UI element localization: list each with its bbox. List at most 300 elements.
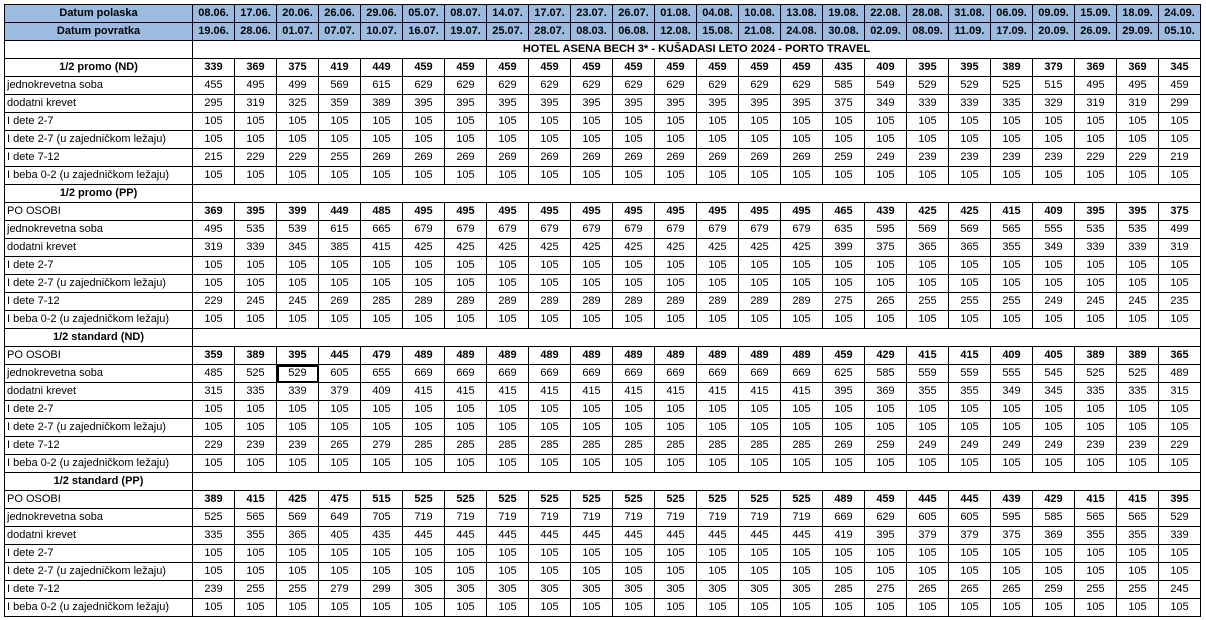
price-cell[interactable]: 105 <box>487 455 529 473</box>
price-cell[interactable]: 285 <box>823 581 865 599</box>
price-cell[interactable]: 665 <box>361 221 403 239</box>
price-cell[interactable]: 229 <box>235 149 277 167</box>
price-cell[interactable]: 525 <box>613 491 655 509</box>
price-cell[interactable]: 105 <box>193 455 235 473</box>
price-cell[interactable]: 415 <box>1117 491 1159 509</box>
price-cell[interactable]: 105 <box>1033 455 1075 473</box>
price-cell[interactable]: 105 <box>235 419 277 437</box>
date-cell[interactable]: 15.09. <box>1075 5 1117 23</box>
price-cell[interactable]: 105 <box>613 599 655 617</box>
empty-cell[interactable] <box>193 329 1201 347</box>
price-cell[interactable]: 105 <box>991 257 1033 275</box>
price-cell[interactable]: 459 <box>1159 77 1201 95</box>
price-cell[interactable]: 105 <box>655 131 697 149</box>
price-cell[interactable]: 105 <box>277 599 319 617</box>
price-cell[interactable]: 105 <box>1033 545 1075 563</box>
price-cell[interactable]: 105 <box>907 455 949 473</box>
price-cell[interactable]: 105 <box>655 257 697 275</box>
price-cell[interactable]: 105 <box>403 545 445 563</box>
price-cell[interactable]: 105 <box>571 545 613 563</box>
price-cell[interactable]: 105 <box>781 455 823 473</box>
price-cell[interactable]: 539 <box>277 221 319 239</box>
row-label[interactable]: jednokrevetna soba <box>5 365 193 383</box>
price-cell[interactable]: 105 <box>1033 419 1075 437</box>
price-cell[interactable]: 105 <box>571 455 613 473</box>
price-cell[interactable]: 525 <box>1075 365 1117 383</box>
price-cell[interactable]: 495 <box>781 203 823 221</box>
price-cell[interactable]: 105 <box>235 455 277 473</box>
price-cell[interactable]: 105 <box>529 455 571 473</box>
price-cell[interactable]: 389 <box>193 491 235 509</box>
price-cell[interactable]: 485 <box>193 365 235 383</box>
price-cell[interactable]: 105 <box>1159 401 1201 419</box>
price-cell[interactable]: 105 <box>529 563 571 581</box>
price-cell[interactable]: 239 <box>193 581 235 599</box>
price-cell[interactable]: 495 <box>235 77 277 95</box>
price-cell[interactable]: 105 <box>277 545 319 563</box>
price-cell[interactable]: 105 <box>1159 455 1201 473</box>
date-cell[interactable]: 20.06. <box>277 5 319 23</box>
price-cell[interactable]: 445 <box>319 347 361 365</box>
price-cell[interactable]: 395 <box>403 95 445 113</box>
price-cell[interactable]: 105 <box>235 131 277 149</box>
price-cell[interactable]: 319 <box>235 95 277 113</box>
price-cell[interactable]: 525 <box>487 491 529 509</box>
price-cell[interactable]: 669 <box>655 365 697 383</box>
price-cell[interactable]: 359 <box>193 347 235 365</box>
date-cell[interactable]: 28.08. <box>907 5 949 23</box>
price-cell[interactable]: 719 <box>529 509 571 527</box>
section-title[interactable]: 1/2 standard (ND) <box>5 329 193 347</box>
price-cell[interactable]: 605 <box>907 509 949 527</box>
price-cell[interactable]: 105 <box>655 563 697 581</box>
price-cell[interactable]: 285 <box>487 437 529 455</box>
price-cell[interactable]: 605 <box>949 509 991 527</box>
price-cell[interactable]: 669 <box>613 365 655 383</box>
date-cell[interactable]: 31.08. <box>949 5 991 23</box>
price-cell[interactable]: 105 <box>991 131 1033 149</box>
price-cell[interactable]: 105 <box>319 275 361 293</box>
price-cell[interactable]: 719 <box>781 509 823 527</box>
price-cell[interactable]: 239 <box>1075 437 1117 455</box>
price-cell[interactable]: 105 <box>823 599 865 617</box>
price-cell[interactable]: 459 <box>571 59 613 77</box>
price-cell[interactable]: 369 <box>235 59 277 77</box>
price-cell[interactable]: 105 <box>1159 545 1201 563</box>
price-cell[interactable]: 305 <box>445 581 487 599</box>
price-cell[interactable]: 105 <box>1159 131 1201 149</box>
price-cell[interactable]: 105 <box>403 131 445 149</box>
selected-cell[interactable]: 529 <box>277 365 319 383</box>
price-cell[interactable]: 415 <box>445 383 487 401</box>
price-cell[interactable]: 105 <box>1117 275 1159 293</box>
price-cell[interactable]: 269 <box>487 149 529 167</box>
price-cell[interactable]: 525 <box>781 491 823 509</box>
price-cell[interactable]: 305 <box>529 581 571 599</box>
price-cell[interactable]: 529 <box>949 77 991 95</box>
price-cell[interactable]: 255 <box>277 581 319 599</box>
price-cell[interactable]: 105 <box>781 113 823 131</box>
price-cell[interactable]: 105 <box>1117 257 1159 275</box>
price-cell[interactable]: 495 <box>193 221 235 239</box>
price-cell[interactable]: 489 <box>655 347 697 365</box>
price-cell[interactable]: 459 <box>823 347 865 365</box>
price-cell[interactable]: 105 <box>991 311 1033 329</box>
row-label[interactable]: I dete 2-7 (u zajedničkom ležaju) <box>5 131 193 149</box>
price-cell[interactable]: 679 <box>571 221 613 239</box>
price-cell[interactable]: 105 <box>487 311 529 329</box>
price-cell[interactable]: 415 <box>949 347 991 365</box>
price-cell[interactable]: 105 <box>193 599 235 617</box>
price-cell[interactable]: 105 <box>1117 545 1159 563</box>
price-cell[interactable]: 105 <box>613 419 655 437</box>
price-cell[interactable]: 105 <box>1117 113 1159 131</box>
price-cell[interactable]: 495 <box>529 203 571 221</box>
price-cell[interactable]: 495 <box>445 203 487 221</box>
price-cell[interactable]: 105 <box>1033 401 1075 419</box>
price-cell[interactable]: 249 <box>907 437 949 455</box>
date-cell[interactable]: 22.08. <box>865 5 907 23</box>
price-cell[interactable]: 289 <box>403 293 445 311</box>
price-cell[interactable]: 105 <box>1033 563 1075 581</box>
price-cell[interactable]: 105 <box>781 599 823 617</box>
price-cell[interactable]: 635 <box>823 221 865 239</box>
price-cell[interactable]: 345 <box>1159 59 1201 77</box>
price-cell[interactable]: 105 <box>823 563 865 581</box>
price-cell[interactable]: 249 <box>949 437 991 455</box>
price-cell[interactable]: 105 <box>319 599 361 617</box>
price-cell[interactable]: 105 <box>1117 563 1159 581</box>
price-cell[interactable]: 105 <box>529 275 571 293</box>
price-cell[interactable]: 105 <box>487 401 529 419</box>
price-cell[interactable]: 105 <box>361 311 403 329</box>
price-cell[interactable]: 105 <box>655 401 697 419</box>
price-cell[interactable]: 365 <box>907 239 949 257</box>
price-cell[interactable]: 395 <box>277 347 319 365</box>
departure-row-label[interactable]: Datum polaska <box>5 5 193 23</box>
date-cell[interactable]: 13.08. <box>781 5 823 23</box>
price-cell[interactable]: 105 <box>193 113 235 131</box>
price-cell[interactable]: 409 <box>865 59 907 77</box>
price-cell[interactable]: 269 <box>781 149 823 167</box>
price-cell[interactable]: 105 <box>865 113 907 131</box>
price-cell[interactable]: 585 <box>865 365 907 383</box>
price-cell[interactable]: 105 <box>865 563 907 581</box>
price-cell[interactable]: 379 <box>907 527 949 545</box>
date-cell[interactable]: 15.08. <box>697 23 739 41</box>
price-cell[interactable]: 299 <box>361 581 403 599</box>
price-cell[interactable]: 455 <box>193 77 235 95</box>
price-cell[interactable]: 105 <box>739 545 781 563</box>
price-cell[interactable]: 105 <box>697 275 739 293</box>
price-cell[interactable]: 105 <box>529 113 571 131</box>
row-label[interactable]: jednokrevetna soba <box>5 221 193 239</box>
price-cell[interactable]: 105 <box>235 275 277 293</box>
price-cell[interactable]: 255 <box>949 293 991 311</box>
price-cell[interactable]: 105 <box>361 563 403 581</box>
price-cell[interactable]: 105 <box>571 401 613 419</box>
price-cell[interactable]: 379 <box>949 527 991 545</box>
price-cell[interactable]: 679 <box>487 221 529 239</box>
price-cell[interactable]: 415 <box>403 383 445 401</box>
price-cell[interactable]: 289 <box>697 293 739 311</box>
price-cell[interactable]: 339 <box>235 239 277 257</box>
price-cell[interactable]: 439 <box>865 203 907 221</box>
date-cell[interactable]: 25.07. <box>487 23 529 41</box>
price-cell[interactable]: 345 <box>277 239 319 257</box>
price-cell[interactable]: 105 <box>1075 257 1117 275</box>
price-cell[interactable]: 105 <box>739 563 781 581</box>
price-cell[interactable]: 719 <box>445 509 487 527</box>
price-cell[interactable]: 459 <box>529 59 571 77</box>
price-cell[interactable]: 419 <box>823 527 865 545</box>
row-label[interactable]: PO OSOBI <box>5 203 193 221</box>
price-cell[interactable]: 445 <box>571 527 613 545</box>
price-cell[interactable]: 105 <box>865 419 907 437</box>
price-cell[interactable]: 105 <box>949 401 991 419</box>
price-cell[interactable]: 105 <box>697 113 739 131</box>
price-cell[interactable]: 389 <box>361 95 403 113</box>
price-cell[interactable]: 585 <box>823 77 865 95</box>
price-cell[interactable]: 605 <box>319 365 361 383</box>
price-cell[interactable]: 285 <box>739 437 781 455</box>
date-cell[interactable]: 17.06. <box>235 5 277 23</box>
price-cell[interactable]: 105 <box>781 401 823 419</box>
price-cell[interactable]: 105 <box>907 113 949 131</box>
price-cell[interactable]: 105 <box>193 563 235 581</box>
price-cell[interactable]: 105 <box>1159 167 1201 185</box>
price-cell[interactable]: 325 <box>277 95 319 113</box>
price-cell[interactable]: 495 <box>487 203 529 221</box>
price-cell[interactable]: 105 <box>739 311 781 329</box>
price-cell[interactable]: 105 <box>949 455 991 473</box>
price-cell[interactable]: 105 <box>781 419 823 437</box>
price-cell[interactable]: 105 <box>487 167 529 185</box>
price-cell[interactable]: 285 <box>445 437 487 455</box>
price-cell[interactable]: 105 <box>193 167 235 185</box>
price-cell[interactable]: 669 <box>823 509 865 527</box>
price-cell[interactable]: 105 <box>613 311 655 329</box>
price-cell[interactable]: 105 <box>277 311 319 329</box>
price-cell[interactable]: 255 <box>991 293 1033 311</box>
price-cell[interactable]: 105 <box>1117 401 1159 419</box>
date-cell[interactable]: 06.08. <box>613 23 655 41</box>
price-cell[interactable]: 105 <box>1117 311 1159 329</box>
price-cell[interactable]: 459 <box>487 59 529 77</box>
price-cell[interactable]: 105 <box>1075 455 1117 473</box>
price-cell[interactable]: 405 <box>319 527 361 545</box>
price-cell[interactable]: 679 <box>655 221 697 239</box>
price-cell[interactable]: 105 <box>361 113 403 131</box>
price-cell[interactable]: 235 <box>1159 293 1201 311</box>
price-cell[interactable]: 265 <box>907 581 949 599</box>
price-cell[interactable]: 429 <box>865 347 907 365</box>
price-cell[interactable]: 305 <box>487 581 529 599</box>
price-cell[interactable]: 105 <box>991 599 1033 617</box>
row-label[interactable]: I dete 2-7 <box>5 257 193 275</box>
price-cell[interactable]: 269 <box>571 149 613 167</box>
price-cell[interactable]: 105 <box>403 257 445 275</box>
price-cell[interactable]: 105 <box>487 599 529 617</box>
price-cell[interactable]: 245 <box>1117 293 1159 311</box>
price-cell[interactable]: 409 <box>1033 203 1075 221</box>
price-cell[interactable]: 585 <box>1033 509 1075 527</box>
price-cell[interactable]: 565 <box>1075 509 1117 527</box>
price-cell[interactable]: 395 <box>823 383 865 401</box>
price-cell[interactable]: 679 <box>445 221 487 239</box>
price-cell[interactable]: 395 <box>613 95 655 113</box>
price-cell[interactable]: 105 <box>319 545 361 563</box>
row-label[interactable]: I beba 0-2 (u zajedničkom ležaju) <box>5 455 193 473</box>
price-cell[interactable]: 105 <box>487 113 529 131</box>
price-cell[interactable]: 459 <box>403 59 445 77</box>
price-cell[interactable]: 305 <box>655 581 697 599</box>
price-cell[interactable]: 535 <box>1075 221 1117 239</box>
price-cell[interactable]: 105 <box>529 257 571 275</box>
price-cell[interactable]: 105 <box>949 563 991 581</box>
price-cell[interactable]: 239 <box>991 149 1033 167</box>
price-cell[interactable]: 229 <box>193 437 235 455</box>
price-cell[interactable]: 105 <box>697 167 739 185</box>
price-cell[interactable]: 625 <box>823 365 865 383</box>
price-cell[interactable]: 339 <box>277 383 319 401</box>
price-cell[interactable]: 105 <box>1159 113 1201 131</box>
price-cell[interactable]: 399 <box>277 203 319 221</box>
price-cell[interactable]: 335 <box>235 383 277 401</box>
price-cell[interactable]: 105 <box>823 275 865 293</box>
price-cell[interactable]: 255 <box>1075 581 1117 599</box>
price-cell[interactable]: 105 <box>529 419 571 437</box>
price-cell[interactable]: 105 <box>361 275 403 293</box>
price-cell[interactable]: 655 <box>361 365 403 383</box>
price-cell[interactable]: 289 <box>445 293 487 311</box>
price-cell[interactable]: 105 <box>949 419 991 437</box>
price-cell[interactable]: 489 <box>529 347 571 365</box>
price-cell[interactable]: 289 <box>529 293 571 311</box>
date-cell[interactable]: 21.08. <box>739 23 781 41</box>
price-cell[interactable]: 105 <box>529 401 571 419</box>
price-cell[interactable]: 409 <box>991 347 1033 365</box>
price-cell[interactable]: 669 <box>403 365 445 383</box>
price-cell[interactable]: 495 <box>1075 77 1117 95</box>
price-cell[interactable]: 105 <box>445 257 487 275</box>
price-cell[interactable]: 105 <box>739 275 781 293</box>
price-cell[interactable]: 105 <box>487 275 529 293</box>
price-cell[interactable]: 629 <box>697 77 739 95</box>
price-cell[interactable]: 105 <box>361 455 403 473</box>
price-cell[interactable]: 105 <box>193 275 235 293</box>
price-cell[interactable]: 415 <box>991 203 1033 221</box>
price-cell[interactable]: 105 <box>571 257 613 275</box>
price-cell[interactable]: 425 <box>487 239 529 257</box>
price-cell[interactable]: 719 <box>655 509 697 527</box>
price-cell[interactable]: 105 <box>277 257 319 275</box>
price-cell[interactable]: 105 <box>403 275 445 293</box>
price-cell[interactable]: 105 <box>823 167 865 185</box>
date-cell[interactable]: 02.09. <box>865 23 907 41</box>
price-cell[interactable]: 339 <box>1159 527 1201 545</box>
price-cell[interactable]: 105 <box>823 131 865 149</box>
price-cell[interactable]: 105 <box>445 131 487 149</box>
price-cell[interactable]: 249 <box>1033 437 1075 455</box>
price-cell[interactable]: 105 <box>361 401 403 419</box>
price-cell[interactable]: 105 <box>781 563 823 581</box>
price-cell[interactable]: 105 <box>445 167 487 185</box>
price-cell[interactable]: 495 <box>571 203 613 221</box>
price-cell[interactable]: 105 <box>1075 401 1117 419</box>
price-cell[interactable]: 475 <box>319 491 361 509</box>
date-cell[interactable]: 18.09. <box>1117 5 1159 23</box>
price-cell[interactable]: 105 <box>445 311 487 329</box>
price-cell[interactable]: 105 <box>739 419 781 437</box>
price-cell[interactable]: 105 <box>1075 563 1117 581</box>
price-cell[interactable]: 679 <box>697 221 739 239</box>
price-cell[interactable]: 275 <box>823 293 865 311</box>
date-cell[interactable]: 08.03. <box>571 23 613 41</box>
price-cell[interactable]: 105 <box>319 401 361 419</box>
price-cell[interactable]: 105 <box>319 131 361 149</box>
date-cell[interactable]: 12.08. <box>655 23 697 41</box>
price-cell[interactable]: 105 <box>655 599 697 617</box>
price-cell[interactable]: 499 <box>277 77 319 95</box>
price-cell[interactable]: 355 <box>949 383 991 401</box>
date-cell[interactable]: 07.07. <box>319 23 361 41</box>
price-cell[interactable]: 679 <box>781 221 823 239</box>
date-cell[interactable]: 24.08. <box>781 23 823 41</box>
price-cell[interactable]: 105 <box>1075 113 1117 131</box>
price-cell[interactable]: 629 <box>487 77 529 95</box>
price-cell[interactable]: 445 <box>949 491 991 509</box>
row-label[interactable]: dodatni krevet <box>5 95 193 113</box>
price-cell[interactable]: 395 <box>697 95 739 113</box>
price-cell[interactable]: 105 <box>571 131 613 149</box>
price-cell[interactable]: 259 <box>865 437 907 455</box>
price-cell[interactable]: 269 <box>445 149 487 167</box>
price-cell[interactable]: 669 <box>571 365 613 383</box>
price-cell[interactable]: 279 <box>319 581 361 599</box>
price-cell[interactable]: 105 <box>487 563 529 581</box>
price-cell[interactable]: 489 <box>487 347 529 365</box>
price-cell[interactable]: 335 <box>193 527 235 545</box>
price-cell[interactable]: 105 <box>991 545 1033 563</box>
price-cell[interactable]: 105 <box>445 113 487 131</box>
price-cell[interactable]: 395 <box>865 527 907 545</box>
price-cell[interactable]: 379 <box>319 383 361 401</box>
price-cell[interactable]: 375 <box>1159 203 1201 221</box>
date-cell[interactable]: 09.09. <box>1033 5 1075 23</box>
price-cell[interactable]: 105 <box>739 455 781 473</box>
price-cell[interactable]: 105 <box>235 257 277 275</box>
price-cell[interactable]: 105 <box>1117 167 1159 185</box>
price-cell[interactable]: 105 <box>949 311 991 329</box>
date-cell[interactable]: 29.09. <box>1117 23 1159 41</box>
price-cell[interactable]: 105 <box>193 131 235 149</box>
price-cell[interactable]: 105 <box>697 311 739 329</box>
price-cell[interactable]: 425 <box>781 239 823 257</box>
price-cell[interactable]: 105 <box>823 419 865 437</box>
date-cell[interactable]: 01.08. <box>655 5 697 23</box>
price-cell[interactable]: 105 <box>193 419 235 437</box>
price-cell[interactable]: 285 <box>571 437 613 455</box>
row-label[interactable]: I dete 7-12 <box>5 437 193 455</box>
date-cell[interactable]: 29.06. <box>361 5 403 23</box>
row-label[interactable]: PO OSOBI <box>5 491 193 509</box>
price-cell[interactable]: 669 <box>739 365 781 383</box>
price-cell[interactable]: 425 <box>655 239 697 257</box>
price-cell[interactable]: 529 <box>1159 509 1201 527</box>
price-cell[interactable]: 445 <box>487 527 529 545</box>
price-cell[interactable]: 479 <box>361 347 403 365</box>
